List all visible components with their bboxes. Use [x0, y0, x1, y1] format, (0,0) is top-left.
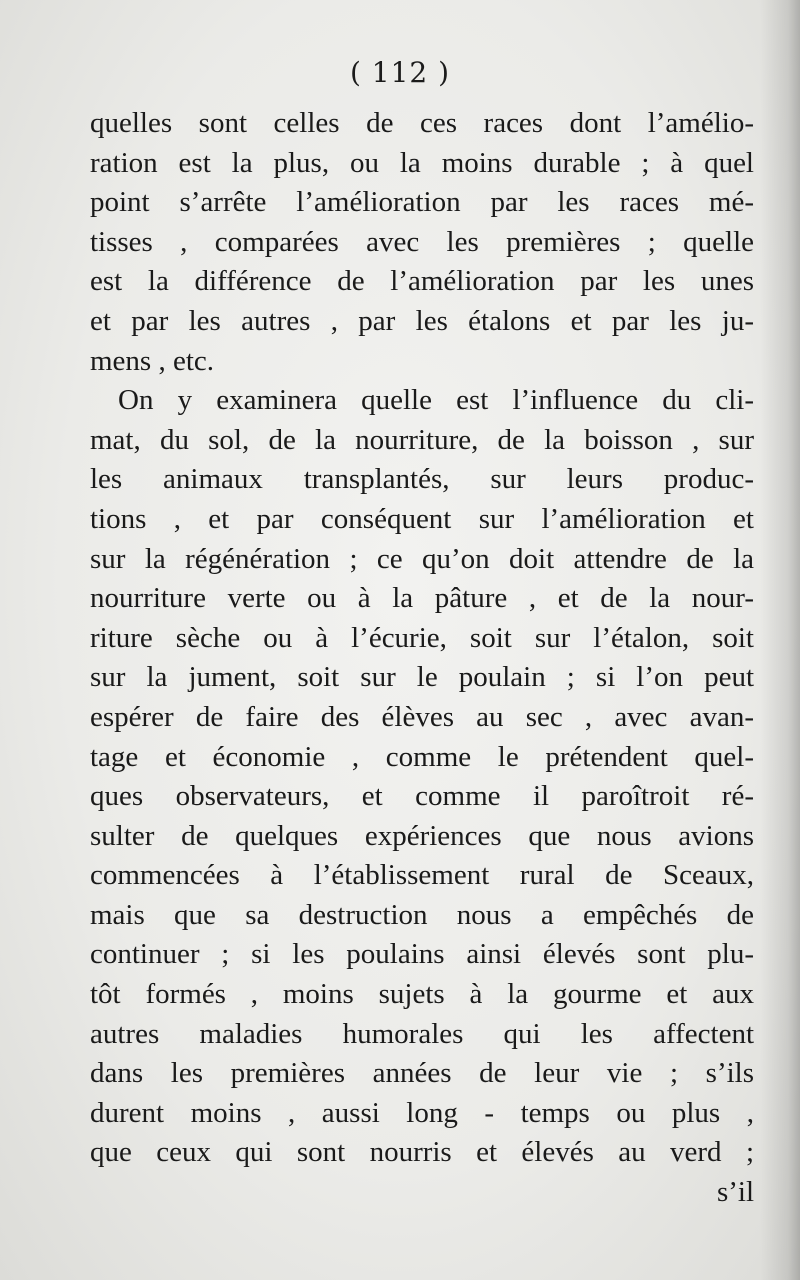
page-number: ( 112 ): [349, 56, 451, 89]
text-line: sur la jument, soit sur le poulain ; si l’on peut: [90, 661, 754, 694]
text-line: est la différence de l’amélioration par les unes: [90, 265, 754, 298]
page-gutter-shadow: [760, 0, 800, 1280]
text-line: riture sèche ou à l’écurie, soit sur l’étalon, soit: [90, 621, 754, 654]
text-line: tisses , comparées avec les premières ; quelle: [90, 225, 754, 258]
text-line: autres maladies humorales qui les affectent: [90, 1017, 754, 1050]
text-line: mat, du sol, de la nourriture, de la boisson , sur: [90, 423, 754, 456]
text-line: sur la régénération ; ce qu’on doit attendre de la: [90, 542, 754, 575]
text-line: mais que sa destruction nous a empêchés de: [90, 898, 754, 931]
text-line: ration est la plus, ou la moins durable ; à quel: [90, 146, 754, 179]
text-line: ques observateurs, et comme il paroîtroit ré-: [90, 780, 754, 813]
text-line: commencées à l’établissement rural de Sceaux,: [90, 859, 754, 892]
body-text: [90, 104, 754, 1213]
text-line: dans les premières années de leur vie ; s’ils: [90, 1057, 754, 1090]
text-line: tôt formés , moins sujets à la gourme et aux: [90, 978, 754, 1011]
text-line: et par les autres , par les étalons et par les ju-: [90, 304, 754, 337]
text-line: sulter de quelques expériences que nous avions: [90, 819, 754, 852]
text-line: mens , etc.: [90, 344, 215, 377]
text-line: durent moins , aussi long - temps ou plus ,: [90, 1096, 754, 1129]
text-line: point s’arrête l’amélioration par les races mé-: [90, 186, 754, 219]
catchword: s’il: [716, 1176, 754, 1209]
text-line: espérer de faire des élèves au sec , avec avan-: [90, 700, 754, 733]
text-line: continuer ; si les poulains ainsi élevés sont plu-: [90, 938, 754, 971]
text-line: que ceux qui sont nourris et élevés au verd ;: [90, 1136, 754, 1169]
text-line-indented: On y examinera quelle est l’influence du cli-: [118, 384, 754, 417]
text-line: quelles sont celles de ces races dont l’amélio-: [90, 107, 754, 139]
text-line: les animaux transplantés, sur leurs produc-: [90, 463, 754, 496]
text-line: nourriture verte ou à la pâture , et de la nour-: [90, 582, 754, 615]
text-line: tions , et par conséquent sur l’amélioration et: [90, 502, 754, 535]
text-line: tage et économie , comme le prétendent quel-: [90, 740, 754, 773]
